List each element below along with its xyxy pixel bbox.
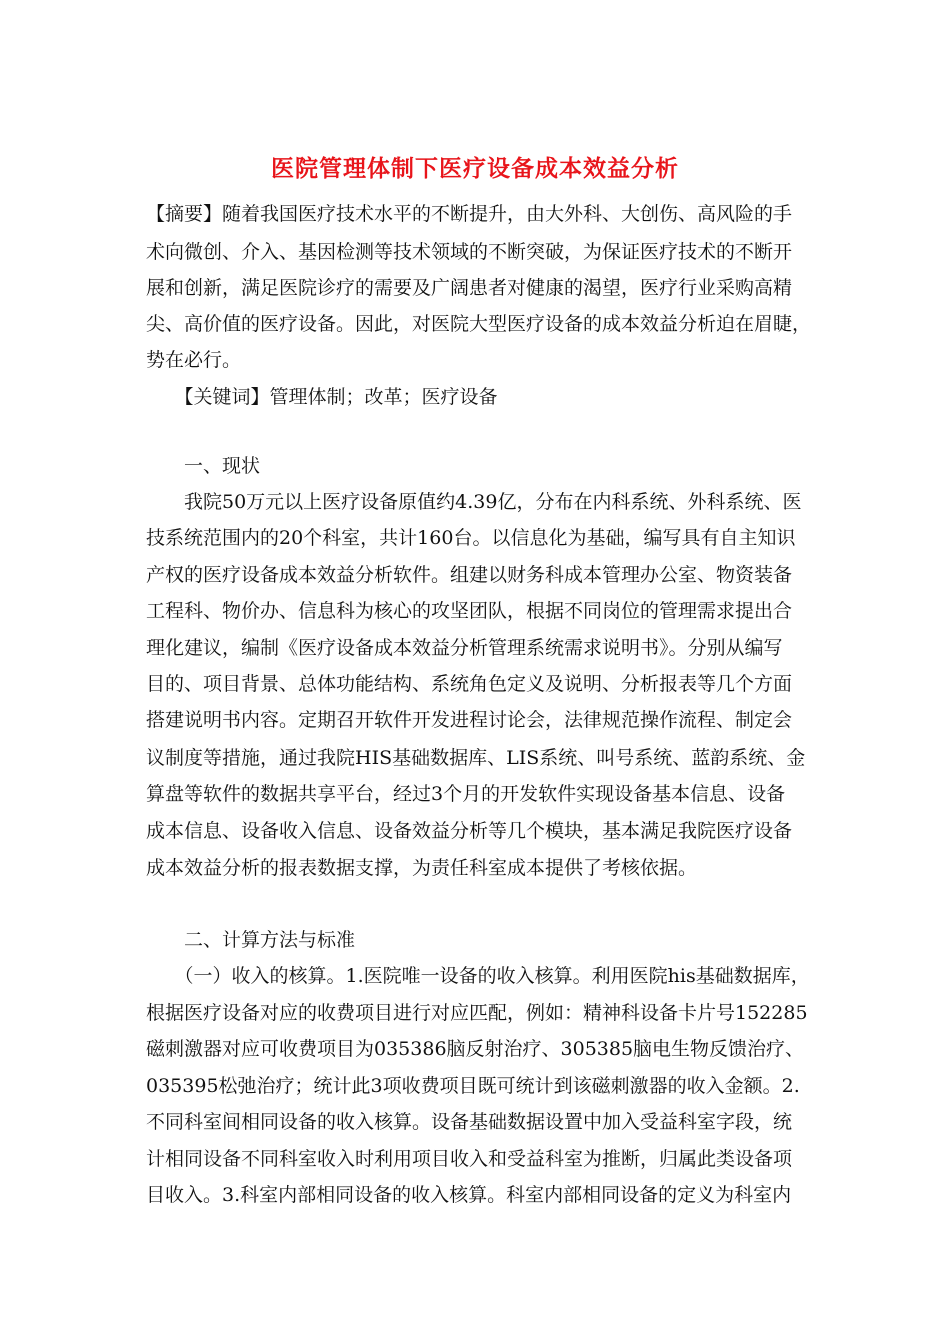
section-heading-1: 一、现状 [146, 455, 261, 477]
body-line: 不同科室间相同设备的收入核算。设备基础数据设置中加入受益科室字段，统 [146, 1111, 793, 1133]
body-line: 根据医疗设备对应的收费项目进行对应匹配，例如：精神科设备卡片号152285 [146, 1002, 808, 1024]
body-line: 计相同设备不同科室收入时利用项目收入和受益科室为推断，归属此类设备项 [146, 1148, 793, 1170]
body-line: 成本效益分析的报表数据支撑，为责任科室成本提供了考核依据。 [146, 857, 698, 879]
document-title: 医院管理体制下医疗设备成本效益分析 [271, 155, 679, 182]
body-line: 产权的医疗设备成本效益分析软件。组建以财务科成本管理办公室、物资装备 [146, 564, 793, 586]
body-line: 我院50万元以上医疗设备原值约4.39亿，分布在内科系统、外科系统、医 [146, 491, 802, 513]
body-line: 成本信息、设备收入信息、设备效益分析等几个模块，基本满足我院医疗设备 [146, 820, 793, 842]
body-line: 目收入。3.科室内部相同设备的收入核算。科室内部相同设备的定义为科室内 [146, 1184, 792, 1206]
body-line: （一）收入的核算。1.医院唯一设备的收入核算。利用医院his基础数据库， [146, 965, 810, 987]
keywords-line: 【关键词】管理体制；改革；医疗设备 [146, 386, 498, 408]
body-line: 035395松弛治疗；统计此3项收费项目既可统计到该磁刺激器的收入金额。2. [146, 1075, 800, 1097]
body-line: 工程科、物价办、信息科为核心的攻坚团队，根据不同岗位的管理需求提出合 [146, 600, 793, 622]
body-line: 技系统范围内的20个科室，共计160台。以信息化为基础，编写具有自主知识 [146, 527, 796, 549]
abstract-line-5: 势在必行。 [146, 349, 242, 371]
body-line: 目的、项目背景、总体功能结构、系统角色定义及说明、分析报表等几个方面 [146, 673, 793, 695]
abstract-line-1: 【摘要】随着我国医疗技术水平的不断提升，由大外科、大创伤、高风险的手 [146, 203, 793, 225]
body-line: 磁刺激器对应可收费项目为035386脑反射治疗、305385脑电生物反馈治疗、 [146, 1038, 805, 1060]
body-line: 议制度等措施，通过我院HIS基础数据库、LIS系统、叫号系统、蓝韵系统、金 [146, 747, 806, 769]
body-line: 算盘等软件的数据共享平台，经过3个月的开发软件实现设备基本信息、设备 [146, 783, 786, 805]
abstract-line-2: 术向微创、介入、基因检测等技术领域的不断突破，为保证医疗技术的不断开 [146, 241, 793, 263]
body-line: 搭建说明书内容。定期召开软件开发进程讨论会，法律规范操作流程、制定会 [146, 709, 793, 731]
section-heading-2: 二、计算方法与标准 [146, 929, 356, 951]
abstract-line-4: 尖、高价值的医疗设备。因此，对医院大型医疗设备的成本效益分析迫在眉睫， [146, 313, 812, 335]
body-line: 理化建议，编制《医疗设备成本效益分析管理系统需求说明书》。分别从编写 [146, 637, 783, 659]
abstract-line-3: 展和创新，满足医院诊疗的需要及广阔患者对健康的渴望，医疗行业采购高精 [146, 277, 793, 299]
